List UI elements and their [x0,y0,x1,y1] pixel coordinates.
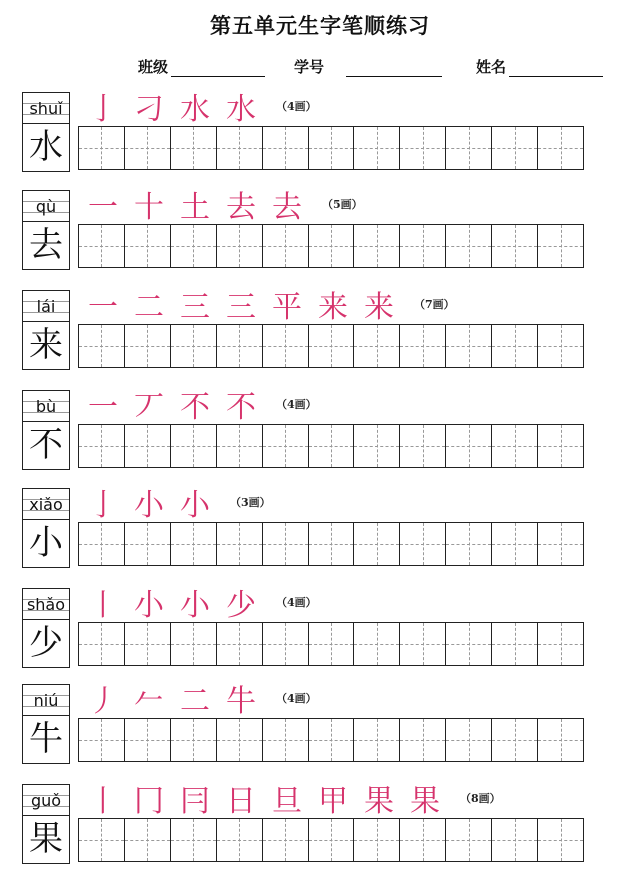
stroke-count: （5画） [322,198,363,211]
practice-cell[interactable] [217,127,263,169]
pinyin-box: guǒ [22,784,70,816]
stroke-step: 十 [134,190,164,225]
practice-cell[interactable] [446,325,492,367]
number-blank[interactable] [346,60,442,77]
practice-cell[interactable] [492,623,538,665]
practice-cell[interactable] [354,325,400,367]
stroke-step: 一 [88,290,118,325]
practice-cell[interactable] [263,127,309,169]
practice-cell[interactable] [125,819,171,861]
practice-cell[interactable] [263,719,309,761]
stroke-order [80,778,501,818]
character-box: 果 [22,816,70,864]
stroke-step: 冃 [180,784,210,819]
practice-cell[interactable] [125,225,171,267]
name-blank[interactable] [509,60,603,77]
practice-cell[interactable] [309,623,355,665]
practice-cell[interactable] [125,127,171,169]
pinyin-box: niú [22,684,70,716]
practice-cell[interactable] [79,325,125,367]
character-box: 去 [22,222,70,270]
class-label: 班级 [138,58,169,76]
practice-grid [78,522,584,566]
character-row [22,488,622,578]
practice-cell[interactable] [446,719,492,761]
practice-cell[interactable] [217,623,263,665]
stroke-step: 小 [134,588,164,623]
stroke-step: 去 [226,190,256,225]
practice-cell[interactable] [309,719,355,761]
practice-cell[interactable] [492,523,538,565]
practice-cell[interactable] [354,819,400,861]
practice-cell[interactable] [354,523,400,565]
class-blank[interactable] [171,60,265,77]
practice-cell[interactable] [538,719,583,761]
stroke-count: （4画） [276,596,317,609]
practice-cell[interactable] [263,819,309,861]
practice-grid [78,424,584,468]
practice-cell[interactable] [400,819,446,861]
stroke-step: 小 [180,488,210,523]
practice-cell[interactable] [125,523,171,565]
practice-cell[interactable] [171,523,217,565]
character-box: 来 [22,322,70,370]
class-field [138,56,265,77]
stroke-step: 冂 [134,784,164,819]
practice-cell[interactable] [309,819,355,861]
name-label: 姓名 [476,58,507,76]
stroke-count: （4画） [276,692,317,705]
practice-cell[interactable] [538,819,583,861]
practice-cell[interactable] [400,623,446,665]
practice-cell[interactable] [446,623,492,665]
practice-cell[interactable] [171,819,217,861]
practice-cell[interactable] [217,523,263,565]
practice-cell[interactable] [538,127,583,169]
stroke-step: 亅 [88,92,118,127]
practice-cell[interactable] [171,225,217,267]
practice-cell[interactable] [400,127,446,169]
character-row [22,290,622,380]
number-field [294,56,442,77]
practice-cell[interactable] [309,127,355,169]
character-box: 小 [22,520,70,568]
practice-cell[interactable] [125,325,171,367]
character-row [22,92,622,182]
character-box: 少 [22,620,70,668]
character-row [22,190,622,280]
practice-cell[interactable] [354,719,400,761]
stroke-order [80,482,271,522]
practice-grid [78,622,584,666]
stroke-step: 丨 [88,588,118,623]
stroke-order [80,678,317,718]
practice-cell[interactable] [538,425,583,467]
stroke-step: 不 [226,390,256,425]
stroke-step: 不 [180,390,210,425]
pinyin-box: shuǐ [22,92,70,124]
practice-cell[interactable] [217,819,263,861]
practice-cell[interactable] [492,325,538,367]
stroke-step: 一 [88,390,118,425]
practice-cell[interactable] [492,225,538,267]
pinyin-box: xiǎo [22,488,70,520]
practice-cell[interactable] [79,127,125,169]
stroke-step: 丿 [88,684,118,719]
practice-cell[interactable] [79,623,125,665]
stroke-step: 去 [272,190,302,225]
practice-cell[interactable] [217,719,263,761]
practice-cell[interactable] [400,425,446,467]
stroke-step: 来 [364,290,394,325]
stroke-step: 水 [180,92,210,127]
practice-grid [78,718,584,762]
stroke-order [80,86,317,126]
practice-cell[interactable] [79,819,125,861]
stroke-step: 小 [180,588,210,623]
stroke-step: 𠂉 [134,684,164,719]
practice-grid [78,224,584,268]
character-row [22,684,622,774]
pinyin-box: bù [22,390,70,422]
stroke-step: 二 [134,290,164,325]
stroke-step: 甲 [318,784,348,819]
practice-cell[interactable] [446,819,492,861]
practice-cell[interactable] [309,425,355,467]
practice-cell[interactable] [400,225,446,267]
practice-cell[interactable] [309,325,355,367]
practice-cell[interactable] [400,523,446,565]
page-title: 第五单元生字笔顺练习 [210,13,430,38]
stroke-step: 丨 [88,784,118,819]
stroke-count: （3画） [230,496,271,509]
practice-cell[interactable] [79,425,125,467]
stroke-step: 三 [226,290,256,325]
stroke-count: （4画） [276,100,317,113]
stroke-step: 来 [318,290,348,325]
practice-cell[interactable] [354,225,400,267]
practice-grid [78,324,584,368]
practice-cell[interactable] [492,425,538,467]
practice-cell[interactable] [354,425,400,467]
practice-cell[interactable] [400,325,446,367]
practice-cell[interactable] [263,425,309,467]
stroke-step: 一 [88,190,118,225]
stroke-step: 土 [180,190,210,225]
practice-cell[interactable] [263,623,309,665]
practice-cell[interactable] [538,225,583,267]
stroke-order [80,284,455,324]
stroke-count: （4画） [276,398,317,411]
practice-cell[interactable] [538,523,583,565]
stroke-step: 牛 [226,684,256,719]
number-label: 学号 [294,58,325,76]
stroke-step: 刁 [134,92,164,127]
stroke-step: 果 [410,784,440,819]
practice-cell[interactable] [309,225,355,267]
practice-cell[interactable] [171,425,217,467]
stroke-step: 小 [134,488,164,523]
pinyin-box: shǎo [22,588,70,620]
character-box: 牛 [22,716,70,764]
stroke-step: 亅 [88,488,118,523]
practice-cell[interactable] [125,623,171,665]
name-field [476,56,603,77]
stroke-step: 旦 [272,784,302,819]
pinyin-box: lái [22,290,70,322]
stroke-step: 少 [226,588,256,623]
practice-cell[interactable] [171,623,217,665]
practice-cell[interactable] [125,425,171,467]
practice-cell[interactable] [263,523,309,565]
practice-grid [78,818,584,862]
stroke-step: 平 [272,290,302,325]
stroke-step: 水 [226,92,256,127]
practice-cell[interactable] [171,325,217,367]
practice-cell[interactable] [171,719,217,761]
stroke-step: 三 [180,290,210,325]
character-row [22,784,622,874]
practice-cell[interactable] [263,225,309,267]
practice-cell[interactable] [217,225,263,267]
practice-cell[interactable] [309,523,355,565]
practice-cell[interactable] [171,127,217,169]
practice-cell[interactable] [217,425,263,467]
practice-cell[interactable] [354,127,400,169]
practice-cell[interactable] [492,127,538,169]
practice-cell[interactable] [79,719,125,761]
practice-cell[interactable] [79,523,125,565]
stroke-step: 丆 [134,390,164,425]
practice-cell[interactable] [538,623,583,665]
practice-cell[interactable] [125,719,171,761]
pinyin-box: qù [22,190,70,222]
practice-cell[interactable] [354,623,400,665]
practice-cell[interactable] [217,325,263,367]
practice-cell[interactable] [446,425,492,467]
practice-cell[interactable] [79,225,125,267]
practice-cell[interactable] [400,719,446,761]
practice-cell[interactable] [492,719,538,761]
stroke-order [80,184,363,224]
practice-cell[interactable] [263,325,309,367]
practice-cell[interactable] [446,523,492,565]
character-row [22,588,622,678]
character-row [22,390,622,480]
practice-cell[interactable] [538,325,583,367]
character-box: 水 [22,124,70,172]
stroke-count: （7画） [414,298,455,311]
practice-grid [78,126,584,170]
practice-cell[interactable] [446,127,492,169]
stroke-step: 日 [226,784,256,819]
stroke-order [80,384,317,424]
practice-cell[interactable] [446,225,492,267]
stroke-step: 果 [364,784,394,819]
stroke-order [80,582,317,622]
stroke-step: 二 [180,684,210,719]
character-box: 不 [22,422,70,470]
stroke-count: （8画） [460,792,501,805]
practice-cell[interactable] [492,819,538,861]
